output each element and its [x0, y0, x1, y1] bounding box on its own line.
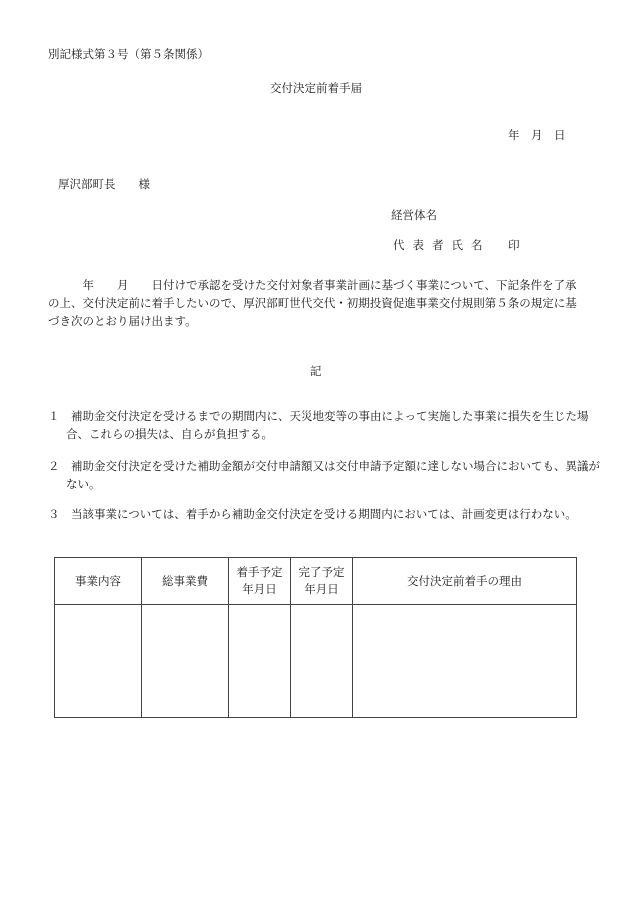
condition-item: [48, 457, 600, 493]
entity-name-label: 経営体名: [391, 208, 437, 222]
condition-text: 補助金交付決定を受けた補助金額が交付申請額又は交付申請予定額に達しない場合においても、異議がない。: [66, 459, 600, 491]
ki-heading: 記: [310, 364, 322, 378]
header-start-date: 着手予定 年月日: [229, 558, 291, 605]
document-title: 交付決定前着手届: [270, 81, 362, 95]
representative-name-label: [393, 237, 520, 253]
condition-text: 補助金交付決定を受けるまでの期間内に、天災地変等の事由によって実施した事業に損失を生じた場合、これらの損失は、自らが負担する。: [66, 409, 589, 441]
date-line: 年 月 日: [508, 128, 566, 142]
condition-number: １: [48, 409, 60, 423]
table-header-row: [55, 558, 577, 605]
condition-item: [48, 505, 600, 523]
header-completion-date: 完了予定 年月日: [291, 558, 353, 605]
representative-label-text: 代表者氏名: [393, 238, 491, 252]
seal-mark: 印: [508, 238, 520, 252]
project-table: [54, 557, 577, 718]
form-number: 別記様式第３号（第５条関係）: [48, 47, 209, 61]
cell-completion-date[interactable]: [291, 605, 353, 718]
addressee: 厚沢部町長 様: [58, 177, 150, 191]
header-business-content: 事業内容: [55, 558, 142, 605]
cell-start-date[interactable]: [229, 605, 291, 718]
intro-paragraph: 年 月 日付けで承認を受けた交付対象者事業計画に基づく事業について、下記条件を了承の上、交付決定前に着手したいので、厚沢部町世代交代・初期投資促進事業交付規則第５条の規定に基づき次のとおり届け出ます。: [48, 278, 577, 328]
condition-item: [48, 407, 600, 443]
cell-reason[interactable]: [353, 605, 577, 718]
header-total-cost: 総事業費: [142, 558, 229, 605]
condition-number: ３: [48, 507, 60, 521]
table-row: [55, 605, 577, 718]
cell-business-content[interactable]: [55, 605, 142, 718]
header-reason: 交付決定前着手の理由: [353, 558, 577, 605]
condition-text: 当該事業については、着手から補助金交付決定を受ける期間内においては、計画変更は行わない。: [71, 507, 577, 521]
condition-number: ２: [48, 459, 60, 473]
cell-total-cost[interactable]: [142, 605, 229, 718]
